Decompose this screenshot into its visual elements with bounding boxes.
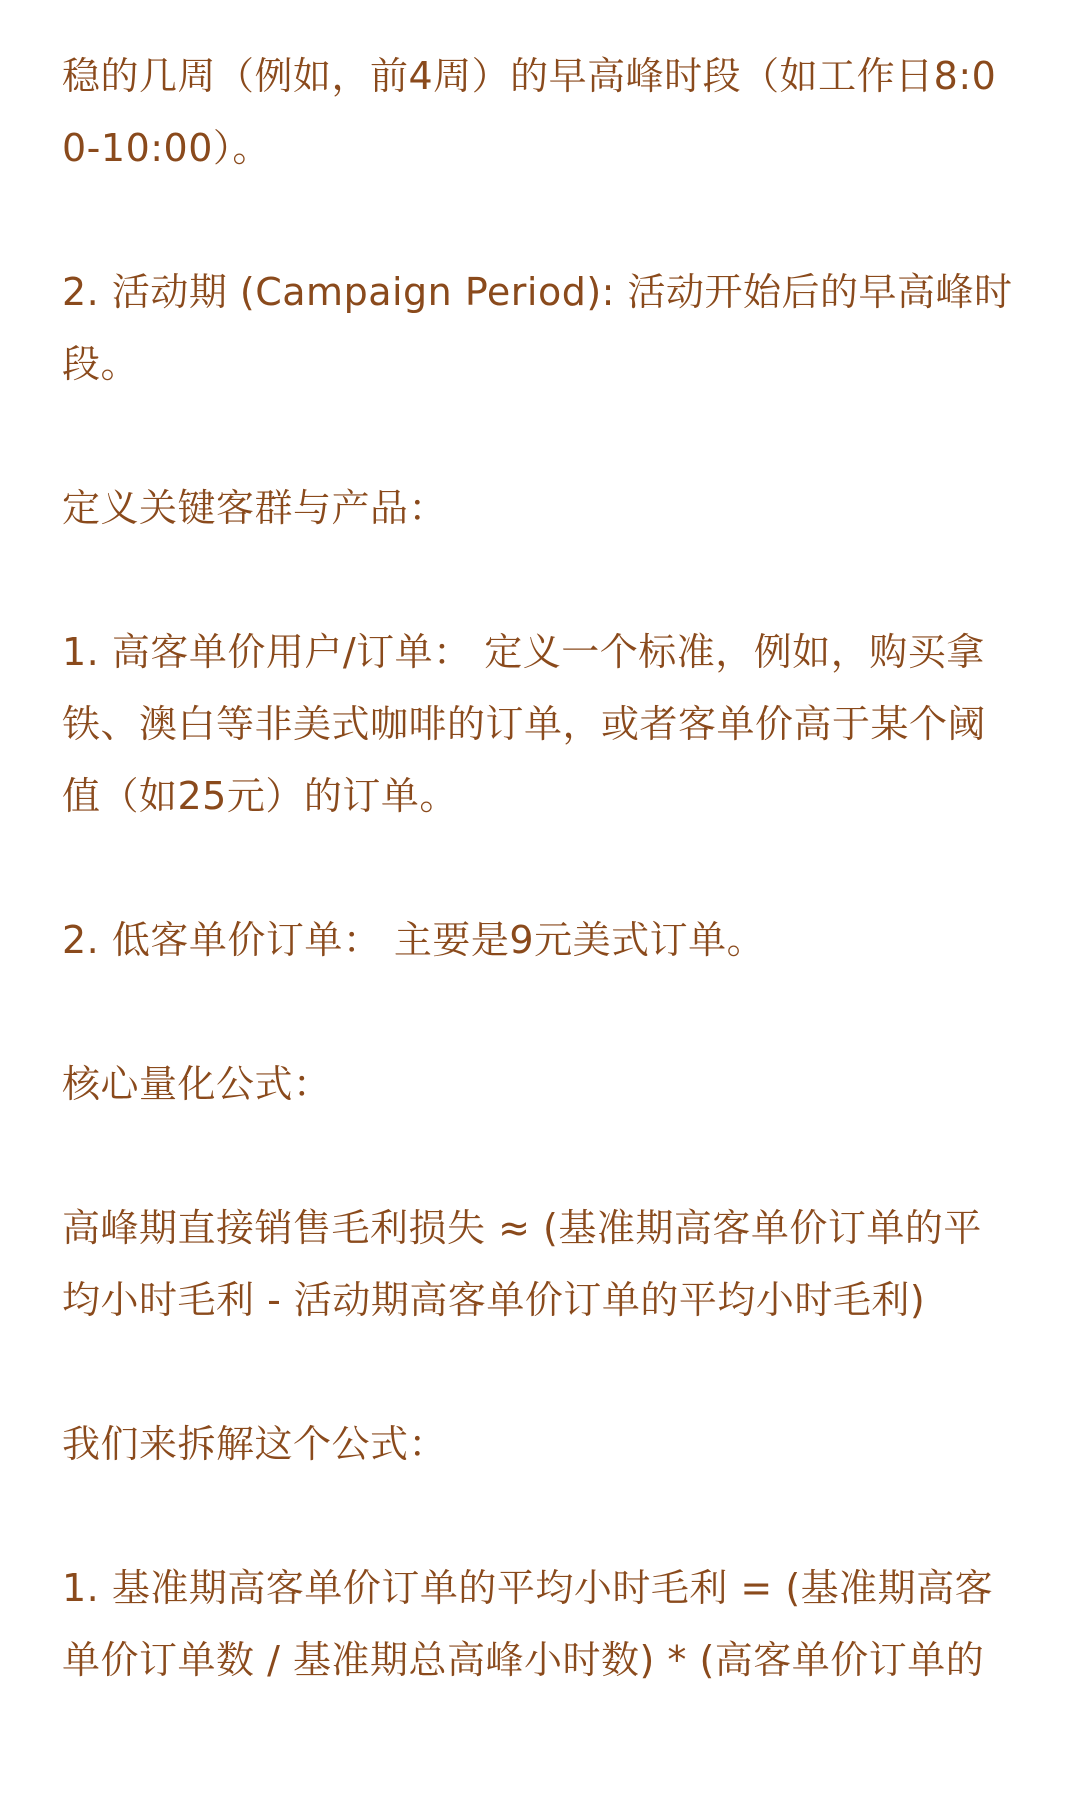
paragraph-formula: 高峰期直接销售毛利损失 ≈ (基准期高客单价订单的平均小时毛利 - 活动期高客单价订单的平均小时毛利): [62, 1206, 982, 1322]
paragraph-campaign-period: 2. 活动期 (Campaign Period): 活动开始后的早高峰时段。: [62, 270, 1013, 386]
heading-core-formula: 核心量化公式：: [62, 1062, 332, 1106]
heading-formula-breakdown: 我们来拆解这个公式：: [62, 1422, 448, 1466]
paragraph-breakdown-item-1: 1. 基准期高客单价订单的平均小时毛利 = (基准期高客单价订单数 / 基准期总高峰小时数) * (高客单价订单的: [62, 1566, 994, 1682]
paragraph-baseline-period-continued: 稳的几周（例如，前4周）的早高峰时段（如工作日8:00-10:00）。: [62, 54, 997, 170]
paragraph-low-value-orders: 2. 低客单价订单： 主要是9元美式订单。: [62, 918, 766, 962]
paragraph-high-value-orders: 1. 高客单价用户/订单： 定义一个标准，例如，购买拿铁、澳白等非美式咖啡的订单，或者客单价高于某个阈值（如25元）的订单。: [62, 630, 987, 818]
heading-key-segments: 定义关键客群与产品：: [62, 486, 448, 530]
